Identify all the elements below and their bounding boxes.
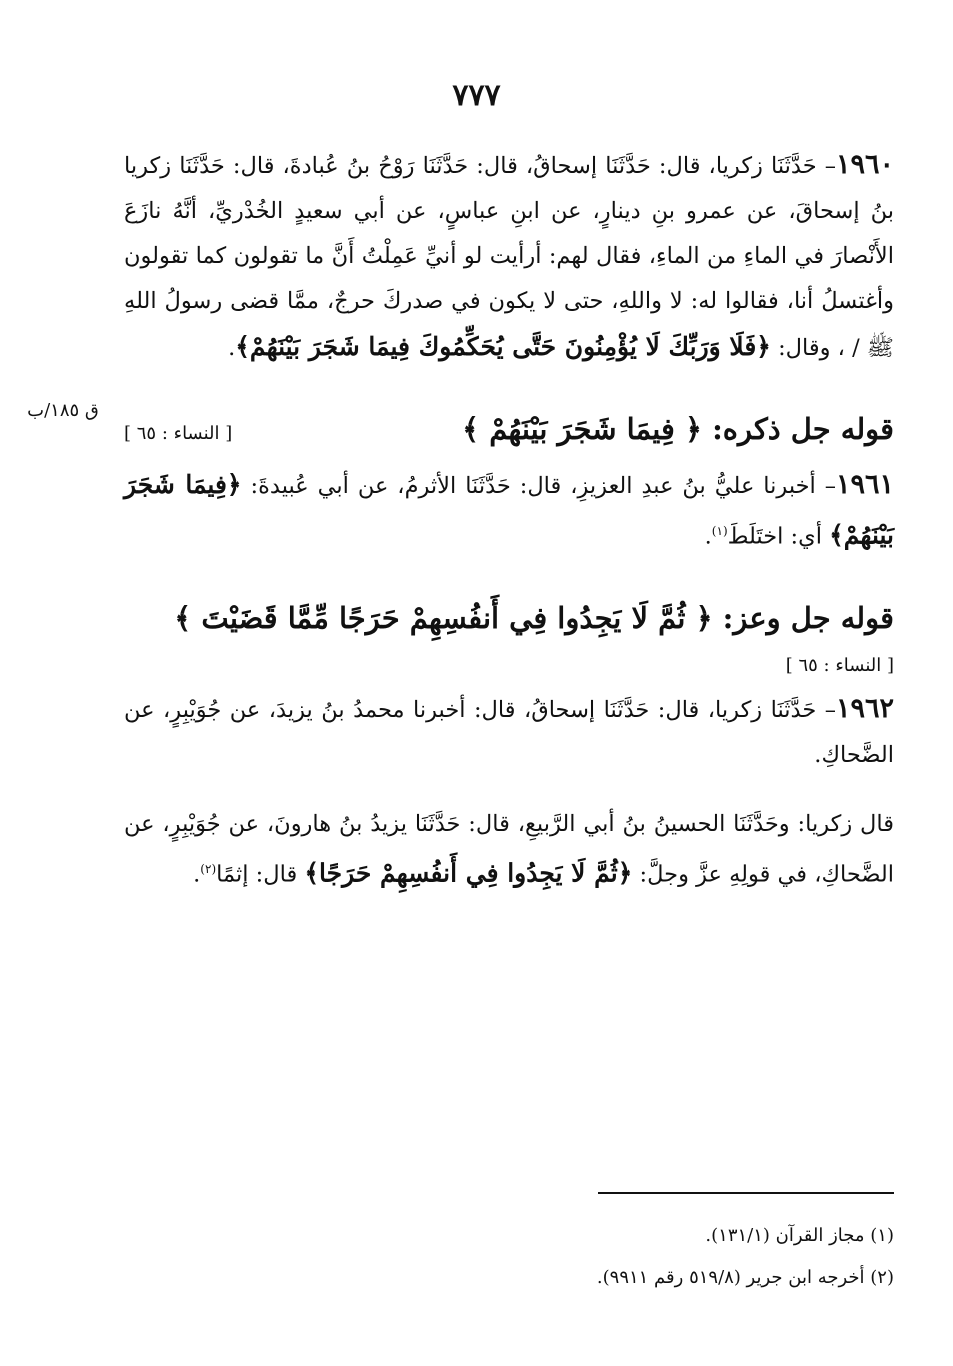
quran-verse: ﴿فَلَا وَرَبِّكَ لَا يُؤْمِنُونَ حَتَّى يُحَكِّمُوكَ فِيمَا شَجَرَ بَيْنَهُمْ﴾ [235, 332, 771, 361]
footnotes [124, 1215, 894, 1299]
footnote-separator [598, 1192, 894, 1194]
margin-note: ق ١٨٥/ب [27, 400, 99, 421]
hadith-number: ١٩٦٢ [835, 692, 894, 724]
hadith-continuation [124, 802, 894, 898]
period: . [228, 335, 236, 361]
quran-verse: ﴿فِيمَا شَجَرَ بَيْنَهُمْ﴾ [124, 470, 894, 550]
hadith-1960 [124, 142, 894, 371]
footnote-marker: (١) [711, 524, 728, 538]
hadith-text: – حَدَّثَنَا زكريا، قال: حَدَّثَنَا إسحاقُ، قال: أخبرنا محمدُ بنُ يزيدَ، عن جُوَيْبِرٍ، عن الضَّحاكِ. [124, 696, 894, 768]
footnote-1: (١) مجاز القرآن (١٣١/١). [705, 1225, 894, 1246]
hadith-1962 [124, 686, 894, 778]
heading-text: قوله جل وعز: ﴿ ثُمَّ لَا يَجِدُوا فِي أَنفُسِهِمْ حَرَجًا مِّمَّا قَضَيْتَ ﴾ [174, 600, 894, 635]
hadith-number: ١٩٦١ [835, 469, 894, 500]
page-number: ٧٧٧ [452, 78, 501, 113]
section-heading-1 [124, 401, 894, 462]
hadith-text-after: أي: اختَلَطَ [727, 523, 830, 550]
quran-verse: ﴿ثُمَّ لَا يَجِدُوا فِي أَنفُسِهِمْ حَرَجًا﴾ [304, 858, 633, 887]
hadith-text: قال زكريا: وحَدَّثَنَا الحسينُ بنُ أبي الرَّبيعِ، قال: حَدَّثَنَا يزيدُ بنُ هارونَ، عن جُوَيْبِرٍ، عن الضَّحاكِ، في قولِهِ عزَّ وجلَّ: [124, 810, 894, 887]
hadith-number: ١٩٦٠ [835, 149, 894, 180]
verse-reference: [ النساء : ٦٥ ] [785, 654, 894, 676]
main-text [124, 142, 894, 897]
period: . [704, 523, 712, 550]
hadith-text: – أخبرنا عليُّ بنُ عبدِ العزيزِ، قال: حَدَّثَنَا الأثرمُ، عن أبي عُبيدةَ: [241, 473, 836, 499]
hadith-text: – حَدَّثَنَا زكريا، قال: حَدَّثَنَا إسحاقُ، قال: حَدَّثَنَا رَوْحُ بنُ عُبادةَ، قال: حَدَّثَنَا زكريا بنُ إسحاقَ، عن عمرو بنِ دينارٍ، عن ابنِ عباسٍ، عن أبي سعيدٍ الخُدْريِّ، أنَّهُ نازَعَ الأَنْصارَ في الماءِ من الماءِ، فقال لهم: أرأيت لو أنيِّ عَمِلْتُ أَنَّ ما تقولون كما تقولون وأغتسلُ أنا، فقالوا له: لا واللهِ، حتى لا يكون في صدركَ حرجٌ، ممَّا قضى رسولُ اللهِ ﷺ / ، وقال: [124, 153, 894, 361]
heading-text: قوله جل ذكره: ﴿ فِيمَا شَجَرَ بَيْنَهُمْ ﴾ [462, 412, 894, 446]
footnote-2: (٢) أخرجه ابن جرير (٥١٩/٨ رقم ٩٩١١). [596, 1267, 894, 1288]
hadith-text-after: قال: إثمًا [216, 861, 305, 887]
footnote-marker: (٢) [200, 861, 217, 876]
section-heading-2 [124, 590, 894, 646]
hadith-1961 [124, 462, 894, 560]
period: . [193, 861, 201, 887]
verse-reference: [ النساء : ٦٥ ] [124, 423, 233, 444]
